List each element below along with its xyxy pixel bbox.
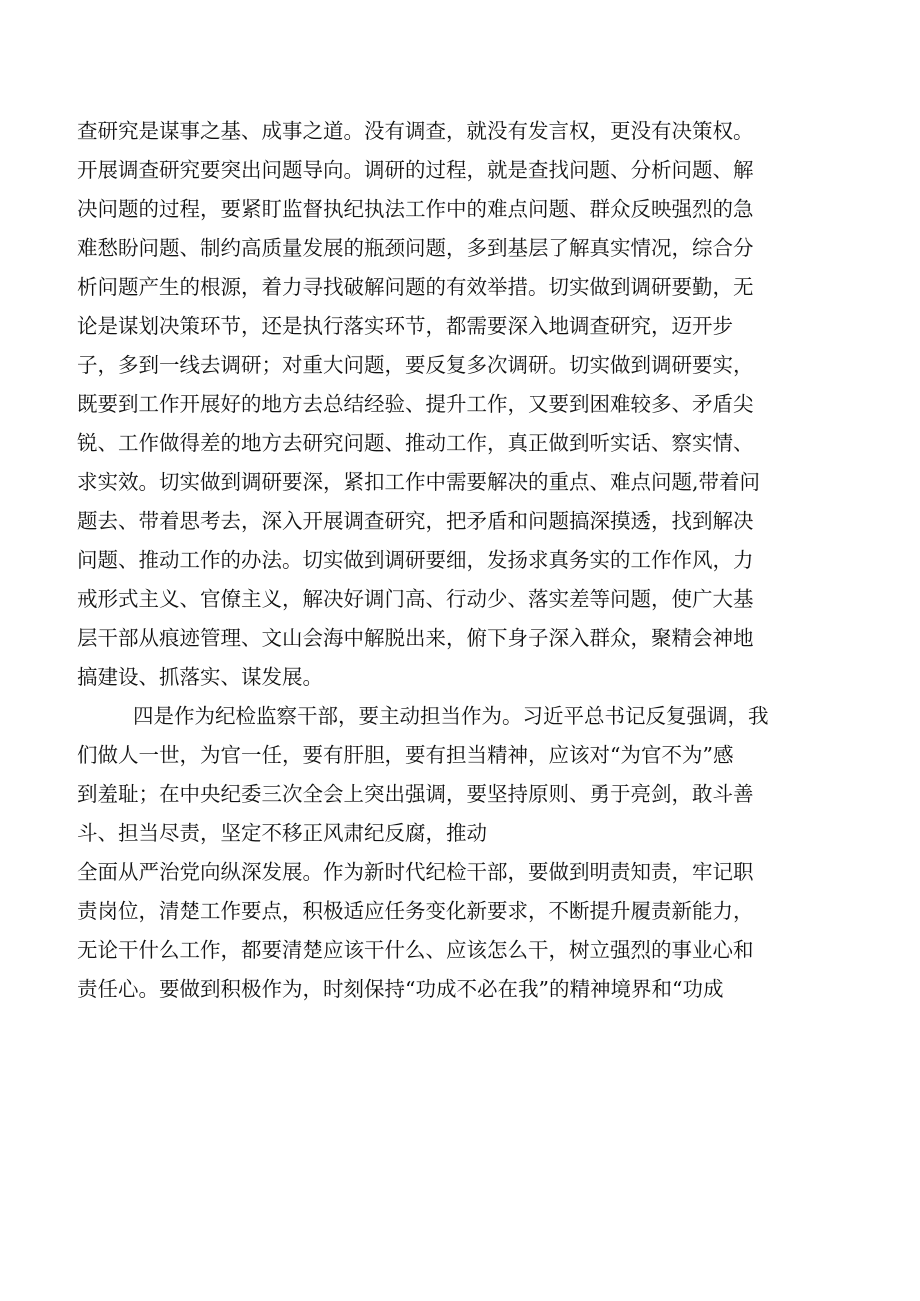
text-line: 开展调查研究要突出问题导向。调研的过程，就是查找问题、分析问题、解 (77, 158, 754, 182)
text-line: 们做人一世，为官一任，要有肝胆，要有担当精神，应该对“为官不为”感 (77, 743, 734, 767)
text-line: 全面从严治党向纵深发展。作为新时代纪检干部，要做到明责知责，牢记职 (77, 860, 754, 884)
text-line: 求实效。切实做到调研要深，紧扣工作中需要解决的重点、难点问题,带着问 (77, 470, 761, 494)
text-line: 难愁盼问题、制约高质量发展的瓶颈问题，多到基层了解真实情况，综合分 (77, 236, 754, 260)
text-line: 子，多到一线去调研；对重大问题，要反复多次调研。切实做到调研要实， (77, 353, 754, 377)
text-line: 论是谋划决策环节，还是执行落实环节，都需要深入地调查研究，迈开步 (77, 314, 733, 338)
text-line: 搞建设、抓落实、谋发展。 (77, 665, 323, 689)
text-line: 析问题产生的根源，着力寻找破解问题的有效举措。切实做到调研要勤，无 (77, 275, 754, 299)
text-line: 斗、担当尽责，坚定不移正风肃纪反腐，推动 (77, 821, 487, 845)
text-line: 查研究是谋事之基、成事之道。没有调查，就没有发言权，更没有决策权。 (77, 119, 754, 143)
text-line: 责岗位，清楚工作要点，积极适应任务变化新要求，不断提升履责新能力， (77, 899, 754, 923)
text-line: 题去、带着思考去，深入开展调查研究，把矛盾和问题搞深摸透，找到解决 (77, 509, 754, 533)
text-line: 层干部从痕迹管理、文山会海中解脱出来，俯下身子深入群众，聚精会神地 (77, 626, 754, 650)
text-line: 既要到工作开展好的地方去总结经验、提升工作，又要到困难较多、矛盾尖 (77, 392, 754, 416)
text-line: 责任心。要做到积极作为，时刻保持“功成不必在我”的精神境界和“功成 (77, 977, 724, 1001)
text-line: 无论干什么工作，都要清楚应该干什么、应该怎么干，树立强烈的事业心和 (77, 938, 754, 962)
text-line: 决问题的过程，要紧盯监督执纪执法工作中的难点问题、群众反映强烈的急 (77, 197, 754, 221)
body-text (77, 112, 847, 1009)
text-line: 锐、工作做得差的地方去研究问题、推动工作，真正做到听实话、察实情、 (77, 431, 754, 455)
text-line: 到羞耻；在中央纪委三次全会上突出强调，要坚持原则、勇于亮剑，敢斗善 (77, 782, 754, 806)
paragraph-start-line: 四是作为纪检监察干部，要主动担当作为。习近平总书记反复强调，我 (133, 704, 769, 728)
text-line: 戒形式主义、官僚主义，解决好调门高、行动少、落实差等问题，使广大基 (77, 587, 754, 611)
text-line: 问题、推动工作的办法。切实做到调研要细，发扬求真务实的工作作风，力 (77, 548, 754, 572)
